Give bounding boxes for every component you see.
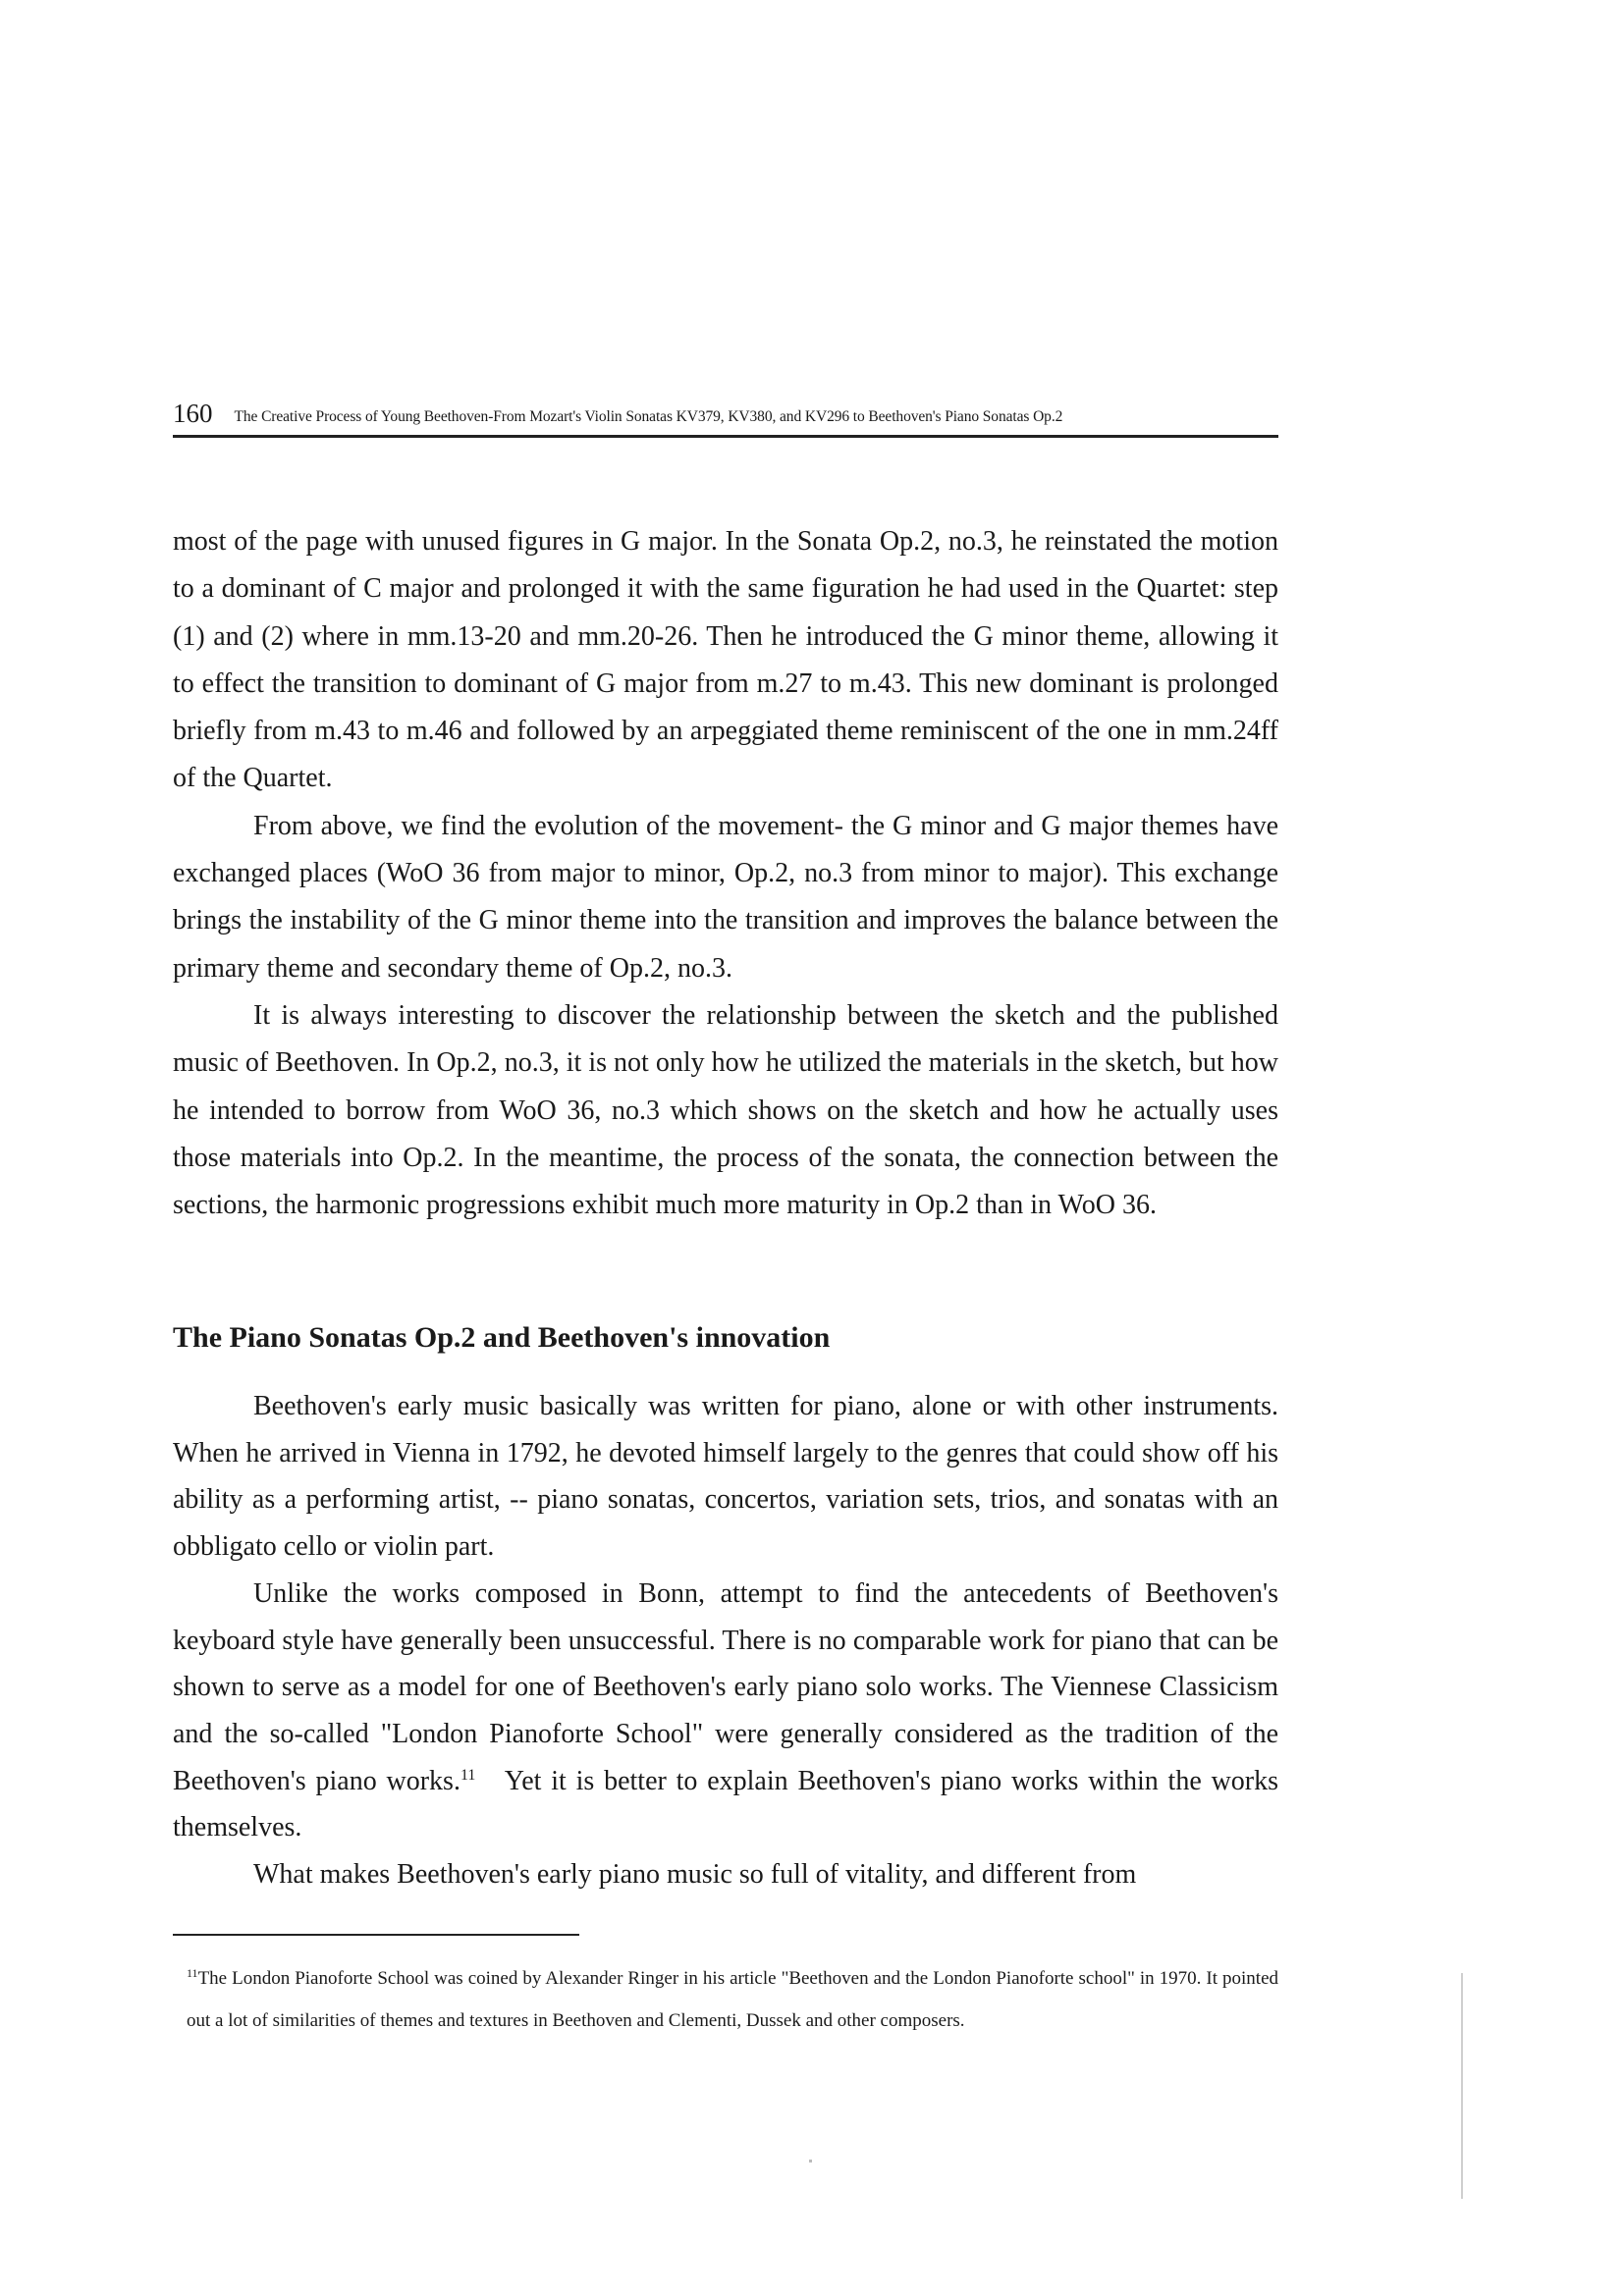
paragraph-antecedents: [173, 1571, 1278, 1851]
running-header: [173, 400, 1278, 438]
footnote: [187, 1957, 1278, 2042]
section-heading: The Piano Sonatas Op.2 and Beethoven's innovation: [173, 1321, 831, 1354]
paragraph-antecedents-text: Unlike the works composed in Bonn, attempt to find the antecedents of Beethoven's keyboard style have generally been unsuccessful. There is no comparable work for piano that can be shown to serve as a model for one of Beethoven's early piano solo works. The Viennese Classicism and the so-called "London Pianoforte School" were generally considered as the tradition of the Beethoven's piano works.: [173, 1577, 1278, 1796]
paragraph-antecedents-tail: Yet it is better to explain Beethoven's piano works within the works themselves.: [173, 1765, 1279, 1843]
footnote-reference: 11: [460, 1766, 476, 1784]
footnote-marker: 11: [187, 1966, 198, 1980]
paragraph-early-music: Beethoven's early music basically was written for piano, alone or with other instruments. When he arrived in Vienna in 1792, he devoted himself largely to the genres that could show off his ability as a performing artist, -- piano sonatas, concertos, variation sets, trios, and sonatas with an obbligato cello or violin part.: [173, 1391, 1278, 1563]
running-title: The Creative Process of Young Beethoven-From Mozart's Violin Sonatas KV379, KV380, and KV296 to Beethoven's Piano Sonatas Op.2: [234, 408, 1063, 425]
footnote-separator: [173, 1934, 579, 1936]
paragraph-sketch-relationship: It is always interesting to discover the relationship between the sketch and the published music of Beethoven. In Op.2, no.3, it is not only how he utilized the materials in the sketch, but how he intended to borrow from WoO 36, no.3 which shows on the sketch and how he actually uses those materials into Op.2. In the meantime, the process of the sonata, the connection between the sections, the harmonic progressions exhibit much more maturity in Op.2 than in WoO 36.: [173, 999, 1278, 1221]
paragraph-vitality: What makes Beethoven's early piano music so full of vitality, and different from: [253, 1859, 1137, 1891]
scan-speck: [809, 2160, 812, 2163]
page-number: 160: [173, 399, 213, 428]
scan-edge-mark: [1461, 1973, 1463, 2199]
paragraph-continued: most of the page with unused figures in G major. In the Sonata Op.2, no.3, he reinstated the motion to a dominant of C major and prolonged it with the same figuration he had used in the Quartet: step (1) and (2) where in mm.13-20 and mm.20-26. Then he introduced the G minor theme, allowing it to effect the transition to dominant of G major from m.27 to m.43. This new dominant is prolonged briefly from m.43 to m.46 and followed by an arpeggiated theme reminiscent of the one in mm.24ff of the Quartet.: [173, 526, 1278, 794]
paragraph-evolution: From above, we find the evolution of the movement- the G minor and G major themes have exchanged places (WoO 36 from major to minor, Op.2, no.3 from minor to major). This exchange brings the instability of the G minor theme into the transition and improves the balance between the primary theme and secondary theme of Op.2, no.3.: [173, 810, 1278, 984]
body-text-top: [173, 518, 1278, 1229]
footnote-text: The London Pianoforte School was coined by Alexander Ringer in his article "Beethoven and the London Pianoforte school" in 1970. It pointed out a lot of similarities of themes and textures in Beethoven and Clementi, Dussek and other composers.: [187, 1968, 1278, 2031]
body-text-bottom: [173, 1383, 1278, 1898]
